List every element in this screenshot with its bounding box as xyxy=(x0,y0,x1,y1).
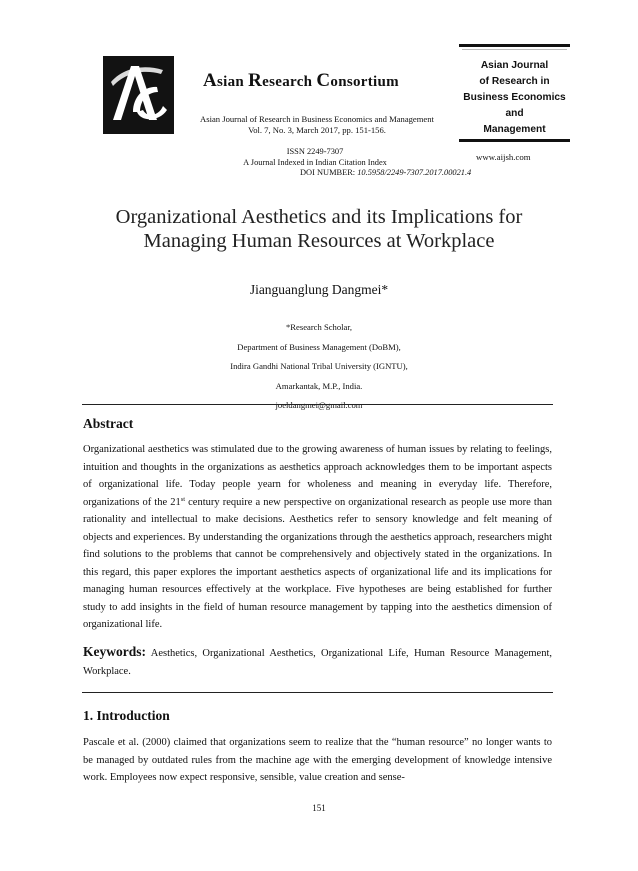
journal-box-line: Asian Journal xyxy=(480,59,549,71)
consortium-name: Asian Research Consortium xyxy=(203,70,399,91)
keywords-text: Aesthetics, Organizational Aesthetics, Organizational Life, Human Resource Management, Workplace. xyxy=(83,648,552,677)
introduction-heading: 1. Introduction xyxy=(83,708,170,723)
affiliation-line: Amarkantak, M.P., India. xyxy=(275,380,363,391)
affiliation-line: Department of Business Management (DoBM), xyxy=(237,341,401,352)
journal-website: www.aijsh.com xyxy=(476,152,531,162)
divider xyxy=(82,692,553,693)
introduction-body: Pascale et al. (2000) claimed that organizations seem to realize that the “human resource” no longer wants to be managed by outdated rules from the machine age with the emerging development of knowledge intensive work. Employees now expect responsive, sensible, value creation and sense- xyxy=(83,737,552,784)
volume-line: Vol. 7, No. 3, March 2017, pp. 151-156. xyxy=(248,125,386,135)
arc-logo-icon xyxy=(103,56,174,134)
doi-label: DOI NUMBER: xyxy=(300,168,356,177)
journal-box xyxy=(459,44,570,142)
journal-name-line: Asian Journal of Research in Business Economics and Management xyxy=(200,114,434,124)
doi-value: 10.5958/2249-7307.2017.00021.4 xyxy=(357,168,472,177)
title-line: Organizational Aesthetics and its Implications for xyxy=(115,206,523,228)
journal-box-line: and xyxy=(505,107,524,119)
author-email: joeldangmei@gmail.com xyxy=(275,400,363,411)
keywords-label: Keywords: xyxy=(83,644,146,659)
affiliation xyxy=(60,318,578,416)
journal-box-line: of Research in xyxy=(479,75,550,87)
indexed-note: A Journal Indexed in Indian Citation Index xyxy=(243,158,387,167)
doi xyxy=(300,168,471,177)
title-line: Managing Human Resources at Workplace xyxy=(143,230,495,252)
divider xyxy=(82,404,553,405)
affiliation-line: *Research Scholar, xyxy=(286,322,352,332)
issn: ISSN 2249-7307 xyxy=(286,147,344,156)
affiliation-line: Indira Gandhi National Tribal University (IGNTU), xyxy=(230,361,408,372)
journal-citation xyxy=(186,114,448,136)
journal-box-line: Management xyxy=(483,123,546,135)
consortium-logo xyxy=(103,56,174,134)
page-number: 151 xyxy=(312,803,326,813)
paper-title xyxy=(60,205,578,253)
journal-box-line: Business Economics xyxy=(463,91,566,103)
author: Jianguanglung Dangmei* xyxy=(249,282,389,297)
issn-block xyxy=(190,146,440,168)
keywords xyxy=(83,643,552,681)
abstract-heading: Abstract xyxy=(83,416,134,431)
superscript: st xyxy=(180,495,186,503)
abstract-body: Organizational aesthetics was stimulated due to the growing awareness of human issues by relating to feelings, intuition and thoughts in the organizations as aesthetics approach acknowledges them to be important aspects of organizational life. Today people yearn for wholeness and meaning in everyday life. Therefore, organizations of the 21st century require a new perspective on organizational research as people use more than rationality and intellectual to make decisions. Aesthetics refer to sensory knowledge and felt meaning of objects and experiences. By understanding the organizations through the aesthetics approach, researchers might find solutions to the problems that cannot be comprehensively and objectively stated in the organizations. In this regard, this paper explores the important aesthetics aspects of organizational life and its implications for managing human resources effectively at the workplace. Five hypotheses are being established for further study to add insights in the field of human resource management by tapping into the aesthetics dimension of organizational life. xyxy=(83,444,553,630)
